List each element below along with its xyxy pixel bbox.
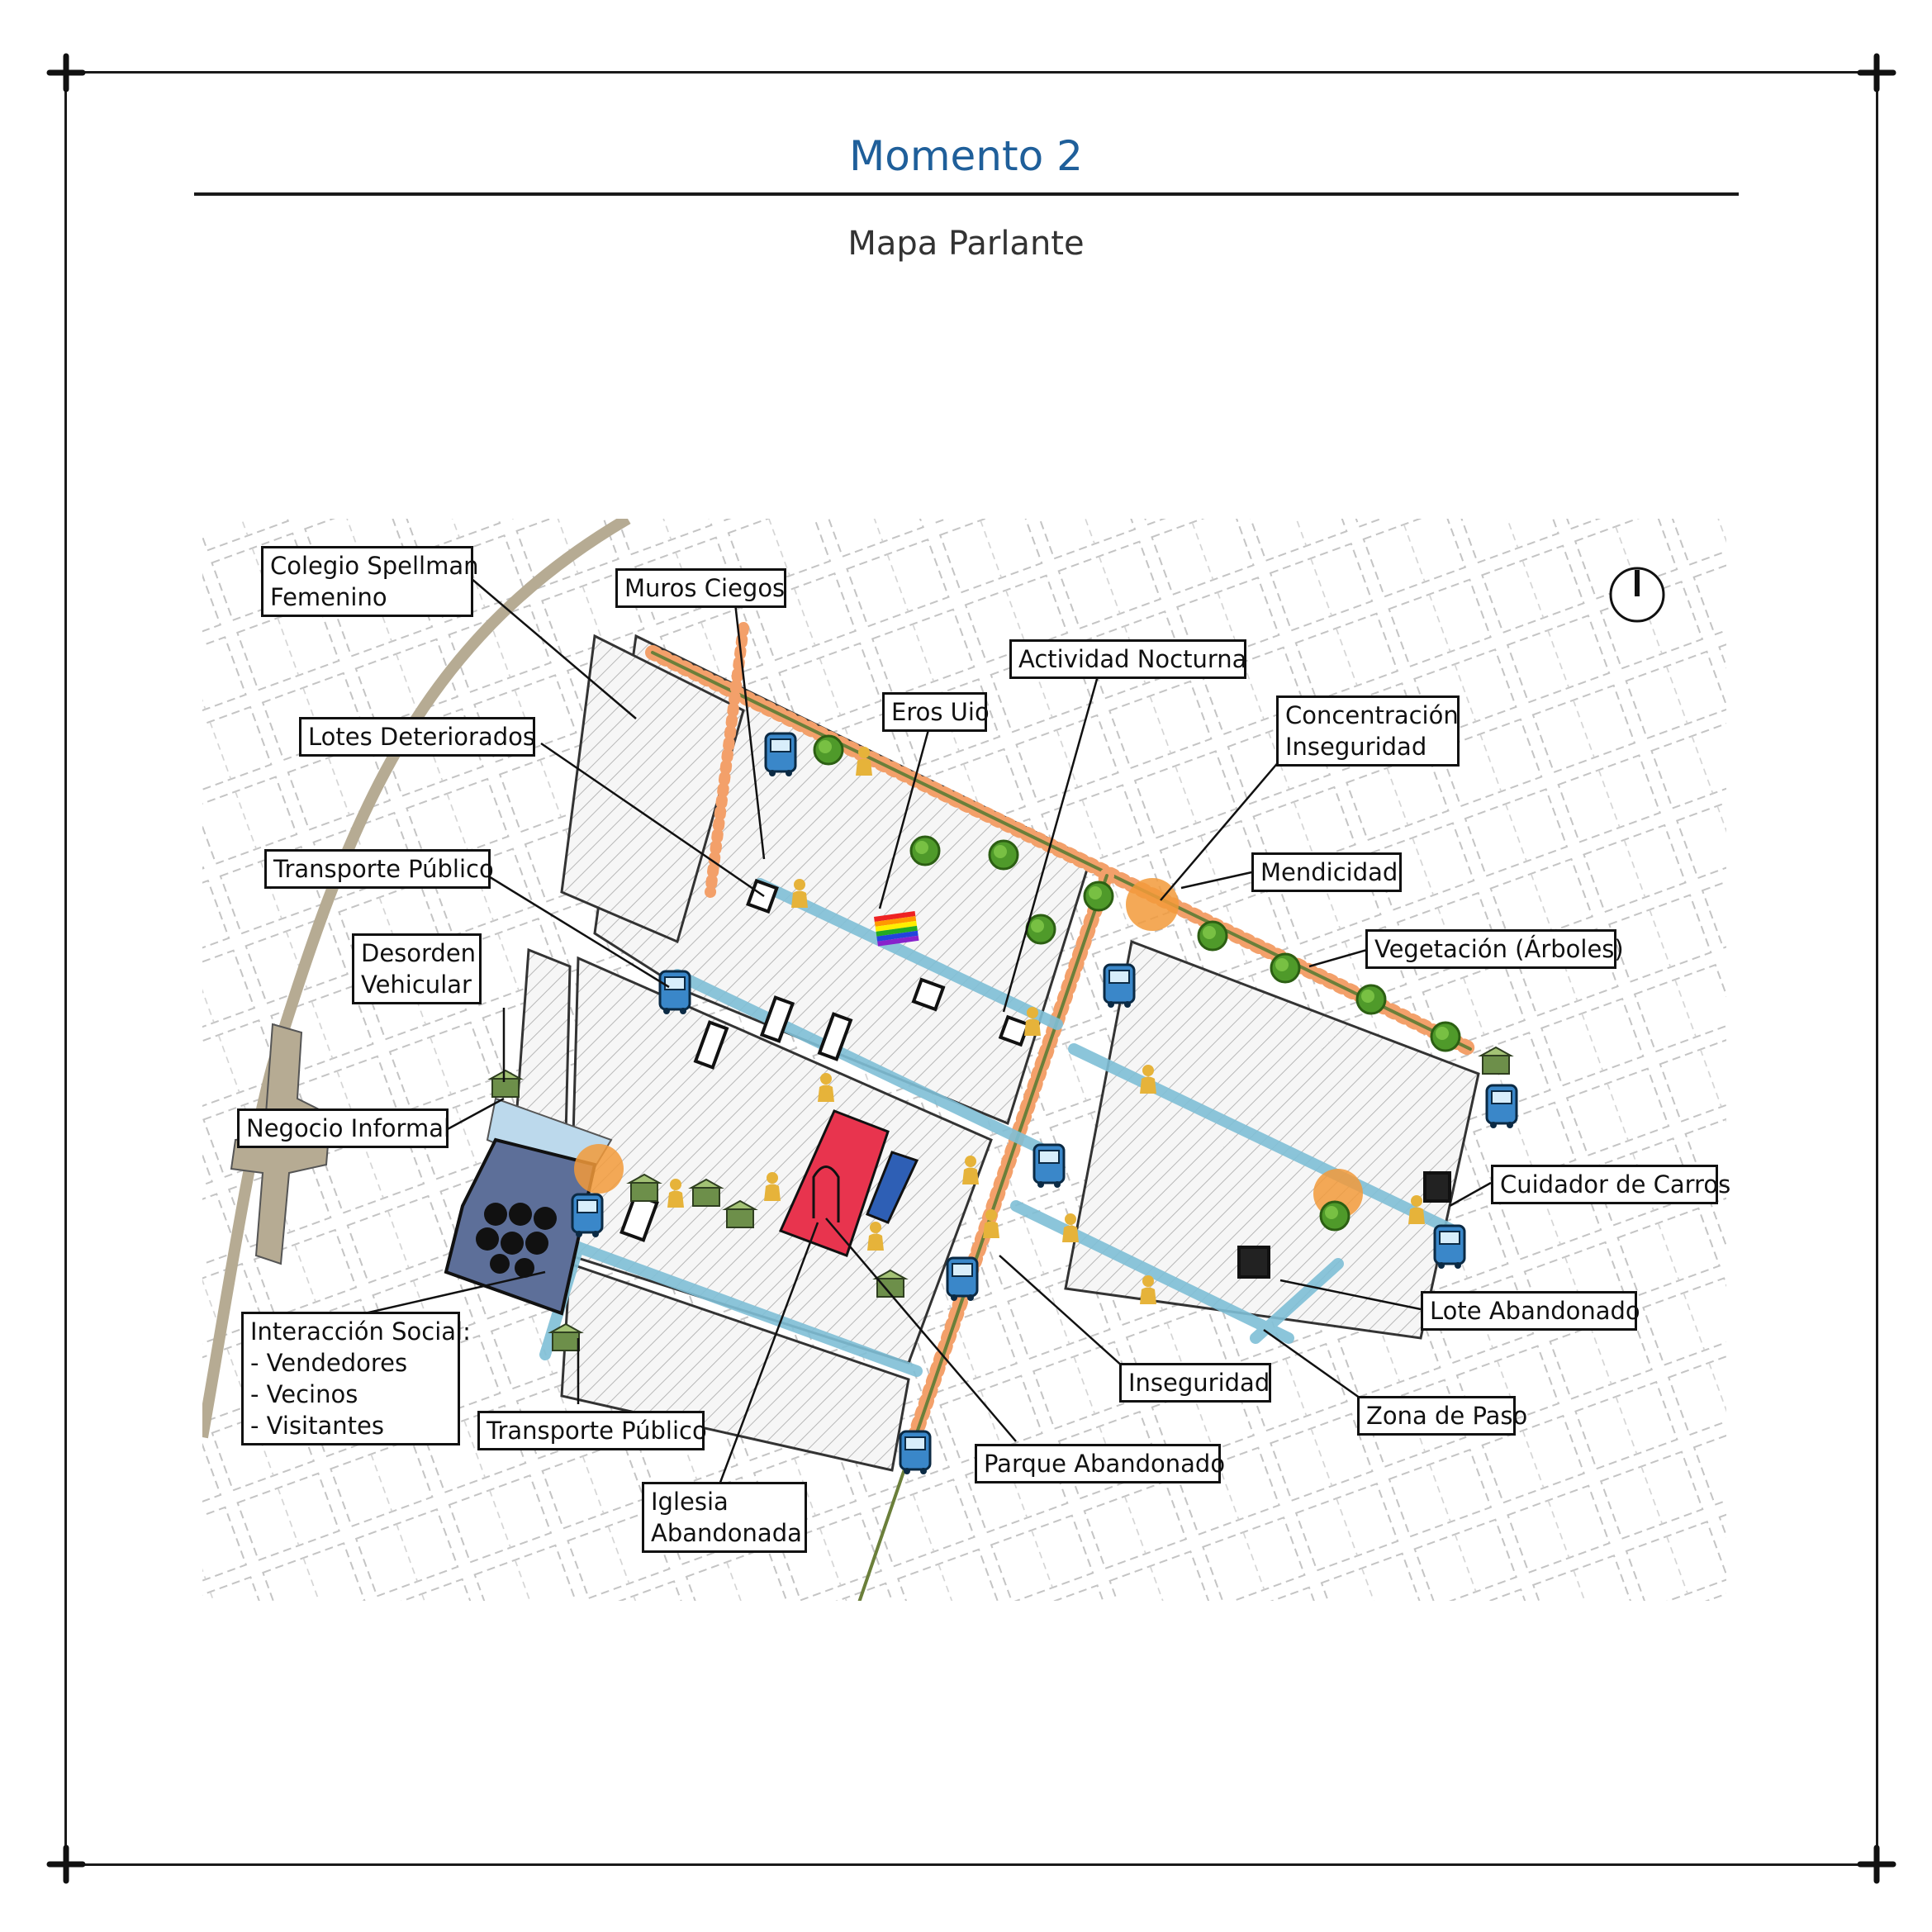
callout-zona-de-paso: Zona de Paso	[1357, 1396, 1516, 1436]
rainbow-flag-icon	[874, 911, 919, 947]
callout-lotes-deteriorados: Lotes Deteriorados	[299, 717, 535, 757]
callout-interaccion-social: Interacción Social: - Vendedores - Vecinos - Visitantes	[241, 1312, 460, 1445]
callout-negocio-informal: Negocio Informal	[237, 1108, 449, 1148]
callout-parque-abandonado: Parque Abandonado	[975, 1444, 1221, 1483]
callout-cuidador-de-carros: Cuidador de Carros	[1491, 1165, 1718, 1204]
callout-muros-ciegos: Muros Ciegos	[615, 568, 786, 608]
callout-colegio-spellman: Colegio Spellman Femenino	[261, 546, 473, 617]
callout-desorden-vehicular: Desorden Vehicular	[352, 933, 482, 1004]
callout-inseguridad: Inseguridad	[1119, 1363, 1271, 1403]
callout-concentracion-inseguridad: Concentración Inseguridad	[1276, 695, 1460, 767]
callout-eros-uio: Eros Uio	[882, 692, 987, 732]
title-divider	[194, 192, 1739, 196]
compass-icon	[1611, 568, 1664, 621]
callout-transporte-publico-1: Transporte Público	[264, 849, 491, 889]
page-title: Momento 2	[849, 132, 1083, 180]
callout-mendicidad: Mendicidad	[1251, 852, 1402, 892]
callout-lote-abandonado: Lote Abandonado	[1421, 1291, 1637, 1331]
callout-actividad-nocturna: Actividad Nocturna	[1009, 639, 1246, 679]
page-subtitle: Mapa Parlante	[847, 225, 1085, 263]
callout-vegetacion: Vegetación (Árboles)	[1365, 929, 1616, 969]
callout-iglesia-abandonada: Iglesia Abandonada	[642, 1482, 807, 1553]
callout-transporte-publico-2: Transporte Público	[477, 1411, 705, 1450]
